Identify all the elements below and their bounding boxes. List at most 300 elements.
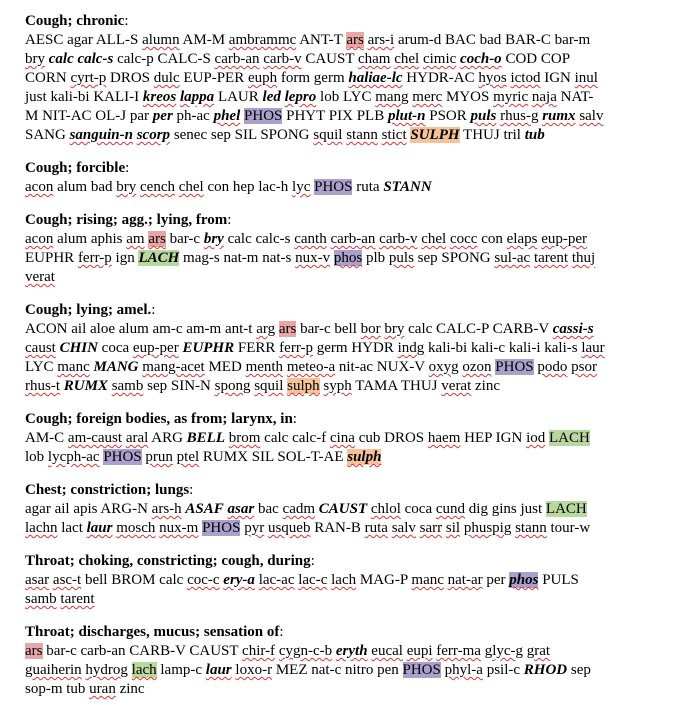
remedy-abbrev: ars (25, 643, 43, 659)
remedy-abbrev: mang-acet (142, 359, 205, 375)
remedy-abbrev: cadm (282, 501, 316, 517)
remedy-abbrev: pen (377, 662, 399, 678)
remedy-abbrev: LACH (138, 250, 180, 266)
remedy-abbrev: BELL (186, 430, 225, 446)
remedy-abbrev: cyrt-p (70, 70, 107, 86)
remedy-abbrev: nat-c (311, 662, 342, 678)
remedy-abbrev: THUJ (400, 378, 438, 394)
remedy-abbrev: lappa (180, 89, 215, 105)
remedy-abbrev: puls (388, 250, 414, 266)
remedy-abbrev: ARG (151, 430, 183, 446)
remedy-abbrev: lachn (25, 520, 58, 536)
rubric-heading (25, 410, 657, 429)
remedy-abbrev: FERR (237, 340, 276, 356)
remedy-abbrev: laur (581, 340, 605, 356)
remedy-abbrev: eucal (371, 643, 403, 659)
document-body (25, 12, 657, 713)
remedy-abbrev: ferr-ma (436, 643, 481, 659)
remedy-abbrev: sep (417, 250, 438, 266)
remedy-abbrev: bell (84, 572, 108, 588)
remedy-abbrev: CALC-P (436, 321, 489, 337)
remedy-abbrev: RUMX (63, 378, 108, 394)
remedy-abbrev: verat (25, 269, 55, 285)
remedy-abbrev: bac (257, 501, 279, 517)
remedy-abbrev: LAUR (217, 89, 259, 105)
remedy-abbrev: ASAF (185, 501, 224, 517)
remedy-abbrev: ail (54, 501, 70, 517)
remedy-abbrev: apis (73, 501, 98, 517)
remedy-abbrev: coc-c (187, 572, 220, 588)
remedy-abbrev: bar-c (46, 643, 77, 659)
remedy-abbrev: phos (509, 572, 539, 588)
remedy-abbrev: puls (470, 108, 497, 124)
remedy-abbrev: cund (435, 501, 466, 517)
remedy-abbrev: chel (421, 231, 447, 247)
remedy-abbrev: usqueb (267, 520, 311, 536)
remedy-abbrev: rhus-t (25, 378, 60, 394)
rubric-heading (25, 211, 657, 230)
remedy-abbrev: tarent (60, 591, 95, 607)
remedy-abbrev: nitro (344, 662, 374, 678)
remedy-abbrev: IGN (495, 430, 523, 446)
remedy-abbrev: MAG-P (359, 572, 408, 588)
remedy-abbrev: RAN-B (314, 520, 361, 536)
rubric-title: Cough; chronic (25, 13, 125, 29)
remedy-abbrev: CARB-V (129, 643, 186, 659)
rubric-title: Cough; rising; agg.; lying, from (25, 212, 228, 228)
remedy-abbrev: bar-c (300, 321, 331, 337)
remedy-abbrev: ferr-p (279, 340, 314, 356)
remedy-abbrev: inul (574, 70, 598, 86)
remedy-abbrev: ars-h (151, 501, 182, 517)
remedy-abbrev: DROS (384, 430, 425, 446)
remedy-abbrev: chel (394, 51, 420, 67)
remedy-abbrev: acon (25, 179, 54, 195)
remedy-abbrev: sep (210, 127, 231, 143)
remedy-abbrev: RUMX (202, 449, 248, 465)
remedy-abbrev: caust (25, 340, 56, 356)
remedy-abbrev: bad (479, 32, 502, 48)
rubric-section (25, 481, 657, 538)
remedy-abbrev: bry (384, 321, 405, 337)
remedy-abbrev: salv (391, 520, 416, 536)
remedy-abbrev: MYOS (446, 89, 490, 105)
remedy-abbrev: brom (228, 430, 261, 446)
remedy-abbrev: ruta (364, 520, 388, 536)
remedy-abbrev: sil (445, 520, 461, 536)
remedy-abbrev: ars-i (367, 32, 395, 48)
remedy-abbrev: kali-c (470, 340, 506, 356)
remedy-abbrev: lob (25, 449, 45, 465)
remedy-abbrev: PHOS (103, 449, 142, 465)
remedy-abbrev: EUPHR (182, 340, 235, 356)
remedy-abbrev: sarr (419, 520, 443, 536)
remedy-abbrev: EUPHR (25, 250, 75, 266)
remedy-abbrev: menth (245, 359, 284, 375)
remedy-abbrev: ALL-S (95, 32, 139, 48)
remedy-abbrev: ACON (25, 321, 68, 337)
remedy-abbrev: thuj (571, 250, 596, 266)
remedy-abbrev: phuspig (463, 520, 512, 536)
remedy-abbrev: ruta (356, 179, 380, 195)
remedy-line (25, 69, 657, 88)
remedy-abbrev: phyl-a (444, 662, 483, 678)
remedy-abbrev: NUX-V (376, 359, 425, 375)
remedy-abbrev: zinc (119, 681, 145, 697)
remedy-abbrev: CAUST (318, 501, 368, 517)
remedy-abbrev: acon (25, 231, 54, 247)
remedy-abbrev: COP (540, 51, 571, 67)
rubric-section (25, 552, 657, 609)
rubric-title-colon: : (124, 13, 129, 29)
rubric-title: Cough; forcible (25, 160, 126, 176)
remedy-abbrev: dig (468, 501, 488, 517)
remedy-abbrev: ant-t (224, 321, 253, 337)
remedy-abbrev: stict (381, 127, 407, 143)
remedy-abbrev: led (262, 89, 281, 105)
remedy-abbrev: bell (334, 321, 357, 337)
remedy-abbrev: PHOS (202, 520, 241, 536)
remedy-abbrev: scorp (136, 127, 171, 143)
remedy-abbrev: merc (412, 89, 443, 105)
remedy-abbrev: CALC-S (157, 51, 211, 67)
remedy-abbrev: kali-i (508, 340, 541, 356)
rubric-section (25, 12, 657, 145)
remedy-abbrev: sep (570, 662, 591, 678)
remedy-abbrev: M (25, 108, 39, 124)
remedy-abbrev: rhus-g (500, 108, 539, 124)
remedy-abbrev: cench (140, 179, 175, 195)
remedy-abbrev: asc-t (52, 572, 82, 588)
rubric-heading (25, 481, 657, 500)
remedy-abbrev: HYDR-AC (406, 70, 475, 86)
remedy-abbrev: nit-ac (338, 359, 374, 375)
remedy-abbrev: ail (71, 321, 87, 337)
remedy-abbrev: SIN-N (170, 378, 211, 394)
rubric-title: Throat; discharges, mucus; sensation of (25, 624, 280, 640)
remedy-abbrev: psil-c (486, 662, 521, 678)
remedy-abbrev: carb-an (214, 51, 260, 67)
remedy-abbrev: calc (48, 51, 74, 67)
remedy-abbrev: tub (66, 681, 86, 697)
remedy-abbrev: squil (313, 127, 343, 143)
remedy-abbrev: PHOS (244, 108, 283, 124)
remedy-abbrev: phel (213, 108, 241, 124)
remedy-abbrev: squil (254, 378, 284, 394)
remedy-abbrev: lac-ac (258, 572, 295, 588)
remedy-abbrev: laur (86, 520, 113, 536)
remedy-abbrev: am-m (186, 321, 222, 337)
remedy-abbrev: calc-s (255, 231, 291, 247)
remedy-abbrev: germ (316, 340, 348, 356)
remedy-abbrev: dulc (153, 70, 180, 86)
remedy-abbrev: lac-c (298, 572, 328, 588)
remedy-abbrev: ANT-T (299, 32, 343, 48)
remedy-abbrev: tub (524, 127, 545, 143)
remedy-abbrev: form (280, 70, 311, 86)
remedy-abbrev: lycph-ac (47, 449, 100, 465)
remedy-abbrev: plb (365, 250, 386, 266)
remedy-abbrev: ambrammc (228, 32, 297, 48)
remedy-line (25, 268, 657, 287)
rubric-title-colon: : (279, 624, 284, 640)
remedy-abbrev: sep (147, 378, 168, 394)
remedy-abbrev: TAMA (355, 378, 398, 394)
remedy-abbrev: carb-an (80, 643, 126, 659)
rubric-heading (25, 12, 657, 31)
remedy-abbrev: sop-m (25, 681, 63, 697)
remedy-abbrev: PHOS (402, 662, 441, 678)
remedy-line (25, 339, 657, 358)
remedy-abbrev: ars (148, 231, 166, 247)
remedy-abbrev: carb-v (379, 231, 418, 247)
remedy-abbrev: haem (427, 430, 461, 446)
remedy-abbrev: mag-s (183, 250, 220, 266)
remedy-abbrev: samb (25, 591, 57, 607)
remedy-abbrev: hydrog (85, 662, 128, 678)
remedy-abbrev: phos (333, 250, 363, 266)
remedy-abbrev: coca (404, 501, 433, 517)
remedy-abbrev: SIL (234, 127, 257, 143)
remedy-abbrev: LACH (548, 430, 590, 446)
remedy-abbrev: HEP (464, 430, 492, 446)
remedy-abbrev: oxyg (428, 359, 459, 375)
remedy-abbrev: uran (89, 681, 116, 697)
remedy-abbrev: cham (357, 51, 391, 67)
remedy-abbrev: bar-m (554, 32, 591, 48)
remedy-abbrev: PSOR (429, 108, 467, 124)
remedy-abbrev: EUP-PER (183, 70, 245, 86)
rubric-title-colon: : (125, 160, 130, 176)
remedy-line (25, 661, 657, 680)
remedy-abbrev: AM-C (25, 430, 65, 446)
remedy-abbrev: chlol (370, 501, 401, 517)
rubric-title-colon: : (227, 212, 232, 228)
remedy-abbrev: THUJ (463, 127, 500, 143)
remedy-abbrev: salv (579, 108, 604, 124)
remedy-abbrev: canth (294, 231, 327, 247)
remedy-abbrev: aral (125, 430, 149, 446)
remedy-abbrev: cygn-c-b (278, 643, 333, 659)
remedy-abbrev: bad (90, 179, 113, 195)
remedy-abbrev: plut-n (387, 108, 426, 124)
rubric-heading (25, 552, 657, 571)
rubric-section (25, 211, 657, 287)
rubric-section (25, 623, 657, 699)
remedy-abbrev: meteo-a (286, 359, 336, 375)
remedy-abbrev: PIX (328, 108, 353, 124)
remedy-abbrev: agar (25, 501, 51, 517)
rubric-title: Throat; choking, constricting; cough, during (25, 553, 311, 569)
remedy-abbrev: nux-v (295, 250, 331, 266)
remedy-abbrev: CORN (25, 70, 67, 86)
remedy-abbrev: calc-s (77, 51, 114, 67)
remedy-abbrev: PLB (356, 108, 385, 124)
remedy-abbrev: MANG (93, 359, 139, 375)
remedy-abbrev: cocc (449, 231, 478, 247)
remedy-abbrev: lepro (284, 89, 317, 105)
remedy-abbrev: hyos (478, 70, 507, 86)
remedy-abbrev: CARB-V (492, 321, 549, 337)
remedy-abbrev: podo (537, 359, 568, 375)
remedy-abbrev: coch-o (460, 51, 502, 67)
remedy-abbrev: alum (57, 231, 88, 247)
rubric-heading (25, 301, 657, 320)
remedy-abbrev: ery-a (223, 572, 255, 588)
remedy-abbrev: tarent (533, 250, 569, 266)
remedy-abbrev: alumn (142, 32, 180, 48)
remedy-abbrev: lac-h (258, 179, 289, 195)
remedy-abbrev: syph (323, 378, 352, 394)
remedy-abbrev: gins (491, 501, 517, 517)
remedy-line (25, 358, 657, 377)
remedy-abbrev: euph (247, 70, 278, 86)
remedy-abbrev: DROS (110, 70, 151, 86)
remedy-line (25, 31, 657, 50)
remedy-abbrev: asar (227, 501, 255, 517)
remedy-abbrev: PULS (542, 572, 579, 588)
remedy-abbrev: bar-c (169, 231, 201, 247)
remedy-abbrev: manc (57, 359, 90, 375)
remedy-abbrev: STANN (383, 179, 432, 195)
remedy-abbrev: chir-f (242, 643, 276, 659)
remedy-abbrev: manc (411, 572, 444, 588)
remedy-line (25, 249, 657, 268)
remedy-abbrev: ptel (176, 449, 200, 465)
remedy-abbrev: arg (256, 321, 276, 337)
remedy-abbrev: LACH (545, 501, 587, 517)
remedy-abbrev: kali-bi (50, 89, 90, 105)
remedy-abbrev: PHOS (495, 359, 534, 375)
remedy-abbrev: indg (397, 340, 425, 356)
remedy-abbrev: tril (503, 127, 521, 143)
rubric-section (25, 301, 657, 396)
remedy-abbrev: cimic (422, 51, 457, 67)
remedy-line (25, 88, 657, 107)
remedy-abbrev: per (152, 108, 173, 124)
remedy-abbrev: carb-v (263, 51, 302, 67)
remedy-abbrev: LYC (342, 89, 372, 105)
remedy-abbrev: ars (278, 321, 297, 337)
remedy-abbrev: iod (526, 430, 546, 446)
remedy-abbrev: just (520, 501, 543, 517)
remedy-line (25, 230, 657, 249)
remedy-abbrev: glyc-g (484, 643, 524, 659)
remedy-abbrev: stann (515, 520, 547, 536)
remedy-abbrev: kali-bi (428, 340, 468, 356)
remedy-abbrev: calc (227, 231, 252, 247)
remedy-abbrev: KALI-I (93, 89, 140, 105)
rubric-title: Chest; constriction; lungs (25, 482, 190, 498)
remedy-abbrev: calc (264, 430, 289, 446)
remedy-abbrev: prun (145, 449, 173, 465)
remedy-abbrev: SPONG (441, 250, 491, 266)
remedy-abbrev: hep (232, 179, 255, 195)
remedy-abbrev: sanguin-n (69, 127, 133, 143)
remedy-abbrev: COD (505, 51, 538, 67)
remedy-abbrev: calc (159, 572, 184, 588)
remedy-line (25, 320, 657, 339)
remedy-abbrev: verat (441, 378, 472, 394)
remedy-abbrev: samb (111, 378, 144, 394)
remedy-abbrev: kali-s (544, 340, 578, 356)
rubric-section (25, 159, 657, 197)
remedy-abbrev: eup-per (132, 340, 179, 356)
remedy-abbrev: zinc (475, 378, 500, 394)
rubric-title: Cough; lying; amel. (25, 302, 152, 318)
remedy-abbrev: calc-f (292, 430, 327, 446)
remedy-abbrev: lamp-c (160, 662, 203, 678)
remedy-abbrev: chel (178, 179, 204, 195)
remedy-abbrev: calc (408, 321, 433, 337)
remedy-abbrev: grat (526, 643, 551, 659)
remedy-abbrev: MED (208, 359, 242, 375)
remedy-line (25, 50, 657, 69)
remedy-abbrev: ictod (510, 70, 541, 86)
rubric-heading (25, 159, 657, 178)
remedy-abbrev: SPONG (260, 127, 310, 143)
remedy-abbrev: calc-p (117, 51, 154, 67)
remedy-abbrev: tour-w (550, 520, 591, 536)
remedy-line (25, 178, 657, 197)
remedy-line (25, 519, 657, 538)
remedy-abbrev: alum (118, 321, 149, 337)
remedy-abbrev: just (25, 89, 47, 105)
remedy-abbrev: pyr (244, 520, 265, 536)
remedy-abbrev: cina (329, 430, 355, 446)
remedy-abbrev: RHOD (523, 662, 568, 678)
remedy-abbrev: mang (375, 89, 409, 105)
remedy-abbrev: HYDR (351, 340, 394, 356)
remedy-abbrev: loxo-r (235, 662, 273, 678)
rubric-heading (25, 623, 657, 642)
remedy-abbrev: ars (346, 32, 364, 48)
remedy-abbrev: eupi (406, 643, 433, 659)
remedy-abbrev: germ (313, 70, 345, 86)
remedy-abbrev: aphis (90, 231, 123, 247)
remedy-abbrev: bry (203, 231, 224, 247)
remedy-abbrev: arum-d (397, 32, 442, 48)
remedy-abbrev: sul-ac (494, 250, 531, 266)
remedy-abbrev: lact (61, 520, 83, 536)
rubric-section (25, 410, 657, 467)
remedy-abbrev: am (126, 231, 145, 247)
remedy-abbrev: ARG-N (100, 501, 148, 517)
remedy-abbrev: ferr-p (77, 250, 112, 266)
remedy-abbrev: nat-ar (447, 572, 483, 588)
remedy-abbrev: spong (214, 378, 251, 394)
remedy-abbrev: asar (25, 572, 50, 588)
remedy-abbrev: ign (115, 250, 135, 266)
remedy-abbrev: par (129, 108, 150, 124)
rubric-title-colon: : (292, 411, 297, 427)
remedy-abbrev: CAUST (189, 643, 239, 659)
remedy-abbrev: SANG (25, 127, 66, 143)
remedy-abbrev: BROM (111, 572, 156, 588)
remedy-line (25, 126, 657, 145)
remedy-abbrev: laur (205, 662, 232, 678)
remedy-abbrev: PHYT (286, 108, 326, 124)
remedy-abbrev: CHIN (59, 340, 98, 356)
remedy-line (25, 680, 657, 699)
remedy-abbrev: NAT- (560, 89, 594, 105)
remedy-abbrev: sulph (347, 449, 382, 465)
remedy-line (25, 107, 657, 126)
remedy-line (25, 642, 657, 661)
remedy-abbrev: haliae-lc (348, 70, 403, 86)
remedy-abbrev: guaiherin (25, 662, 82, 678)
remedy-abbrev: sulph (287, 378, 320, 394)
